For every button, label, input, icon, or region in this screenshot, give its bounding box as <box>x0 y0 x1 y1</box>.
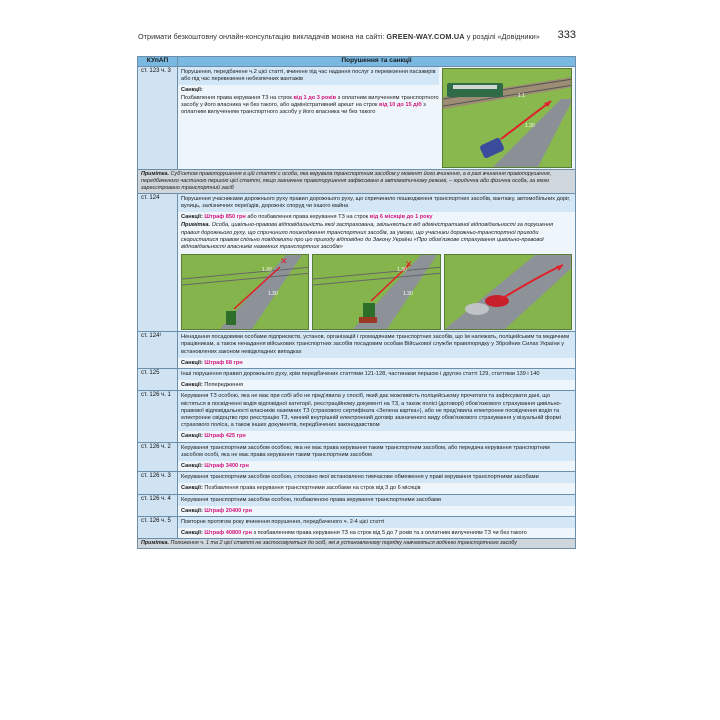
table-header-row <box>138 57 576 67</box>
sanction-text: Санкції: Штраф 850 грн або позбавлення права керування ТЗ на строк від 6 місяців до 1 року <box>181 214 433 221</box>
article-cell: ст. 124¹ <box>138 332 178 369</box>
tractor-icon <box>226 311 236 325</box>
note-inline: Примітка. Особа, цивільно-правова відповідальність якої застрахована, звільняється від адміністративної відповідальності за порушення правил дорожнього руху, що спричинило пошкодження транспортних засобів, за умови, що учасники дорожньо-транспортної пригоди скористалися правом спільно повідомити про цю пригоду відповідно до Закону України «Про обов'язкове страхування цивільно-правової відповідальності власників наземних транспортних засобів» <box>181 222 554 250</box>
table-row <box>138 442 576 472</box>
description-cell <box>178 517 576 539</box>
header-pre: Отримати безкоштовну онлайн-консультацію викладачів можна на сайті: <box>138 32 385 41</box>
violation-text: Порушення, передбачене ч.2 цієї статті, вчинене під час надання послуг з перевезення пасажирів або під час перевезення небезпечних вантажів <box>178 67 439 85</box>
table-row <box>138 368 576 390</box>
article-cell: ст. 126 ч. 2 <box>138 442 178 472</box>
sanction-text: Санкції: Позбавлення права керування ТЗ на строк від 1 до 3 років з оплатним вилученням транспортного засобу у його власника чи без такого, або адміністративний арешт на строк від 10 до 15 діб з оплатним вилученням транспортного засобу у його власника чи без такого <box>181 87 439 116</box>
article-cell: ст. 126 ч. 4 <box>138 494 178 516</box>
sanction-text: Санкції: Штраф 68 грн <box>181 359 243 366</box>
table-row-note <box>138 539 576 549</box>
description-cell <box>178 442 576 472</box>
description-cell <box>178 472 576 494</box>
violation-text: Порушення учасниками дорожнього руху правил дорожнього руху, що спричинило пошкодження транспортних засобів, вантажу, автомобільних доріг, вулиць, залізничних переїздів, дорожніх споруд чи іншого майна <box>178 194 575 212</box>
tractor-icon <box>363 303 375 319</box>
illustration-bus-crossing <box>442 68 572 168</box>
col-header-violations: Порушення та санкції <box>178 57 576 67</box>
violation-text: Керування транспортним засобом особою, позбавленою права керування транспортними засобами <box>178 495 575 506</box>
svg-text:1.30: 1.30 <box>262 267 272 274</box>
table-row-note <box>138 170 576 194</box>
description-cell <box>178 332 576 369</box>
description-cell <box>178 67 576 170</box>
article-cell: ст. 124 <box>138 193 178 331</box>
header-post: у розділі «Довідники» <box>466 32 540 41</box>
note-cell: Примітка. Суб'єктом правопорушення в цій статті є особа, яка керувала транспортним засобом у момент його вчинення, а в разі вчинення правопорушення, передбаченого частиною першою цієї статті, якщо зазначене правопорушення зафіксовано в автоматичному режимі, – юридична або фізична особа, за якою зареєстровано транспортний засіб <box>138 170 576 194</box>
svg-text:✕: ✕ <box>280 256 288 267</box>
article-cell: ст. 126 ч. 3 <box>138 472 178 494</box>
sign-label: 1.1 <box>517 93 525 99</box>
table-row <box>138 517 576 539</box>
sanction-text: Санкції: Штраф 20400 грн <box>181 507 252 514</box>
article-cell: ст. 126 ч. 1 <box>138 391 178 442</box>
table-row <box>138 193 576 331</box>
violation-text: Керування ТЗ особою, яка не має при собі або не пред'явила у спосіб, який дає можливість поліцейському прочитати та зафіксувати дані, що містяться в посвідченні водія відповідної категорії, реєстраційному документі на ТЗ, а також полісі (договорі) обов'язкового страхування цивільно-правової відповідальності власників наземних ТЗ (страхового сертифіката «Зелена картка»), або не пред'явила електронне посвідчення водія та електронне свідоцтво про реєстрацію ТЗ, чинний внутрішній електронний договір зазначеного виду обов'язкового страхування у візуальній формі страхового поліса, а також інших документів, передбачених законодавством <box>178 391 575 431</box>
table-row <box>138 67 576 170</box>
svg-text:1.30: 1.30 <box>403 291 414 298</box>
illustration-tractor-crossing <box>181 254 309 330</box>
description-cell <box>178 391 576 442</box>
description-cell <box>178 193 576 331</box>
svg-text:1.30: 1.30 <box>268 291 278 298</box>
note-cell: Примітка. Положення ч. 1 та 2 цієї статті не застосовуються до осіб, які в установленому порядку навчаються водінню транспортного засобу <box>138 539 576 549</box>
article-cell: ст. 125 <box>138 368 178 390</box>
sanction-text: Санкції: Штраф 3400 грн <box>181 462 249 469</box>
illustration-tractor-trailer <box>312 254 440 330</box>
article-cell: ст. 126 ч. 5 <box>138 517 178 539</box>
table-row <box>138 494 576 516</box>
violation-text: Керування транспортним засобом особою, яка не має права керування таким транспортним засобом, або передача керування транспортним засобом особі, яка не має права керування таким транспортним засобом <box>178 443 575 461</box>
illustration-svg <box>443 69 572 167</box>
page-number: 333 <box>557 29 576 41</box>
header-site-link[interactable]: GREEN-WAY.COM.UA <box>386 32 465 41</box>
violation-text: Ненадання посадовими особами підприємств, установ, організацій і громадянами транспортних засобів, що їм належать, поліцейським та медичним працівникам, а також ненадання військових транспортних засобів посадовим особам Військової служби правопорядку у Збройних Силах України у встановлених законом невідкладних випадках <box>178 332 575 358</box>
svg-text:✕: ✕ <box>405 259 413 270</box>
sanction-text: Санкції: Попередження <box>181 382 244 389</box>
violation-text: Інші порушення правил дорожнього руху, крім передбачених статтями 121-128, частинами першою і другою статті 129, статтями 139 і 140 <box>178 369 575 380</box>
violation-text: Повторне протягом року вчинення порушення, передбаченого ч. 2-4 цієї статті <box>178 517 575 528</box>
table-row <box>138 391 576 442</box>
table-row <box>138 332 576 369</box>
table-row <box>138 472 576 494</box>
illustration-car-collision <box>444 254 572 330</box>
sign-label: 1.30 <box>524 123 535 129</box>
svg-text:1.30: 1.30 <box>397 267 408 274</box>
penalty-table <box>137 56 576 549</box>
sanction-text: Санкції: Штраф 425 грн <box>181 433 246 440</box>
violation-text: Керування транспортним засобом особою, стосовно якої встановлено тимчасове обмеження у праві керування транспортними засобами <box>178 472 575 483</box>
page-header <box>138 29 576 46</box>
article-cell: ст. 123 ч. 3 <box>138 67 178 170</box>
sanction-text: Санкції: Штраф 40800 грн з позбавленням права керування ТЗ на строк від 5 до 7 років та з оплатним вилученням ТЗ чи без такого <box>181 530 527 537</box>
description-cell <box>178 494 576 516</box>
description-cell <box>178 368 576 390</box>
sanction-text: Санкції: Позбавлення права керування транспортними засобами на строк від 3 до 6 місяців <box>181 485 421 492</box>
car-icon <box>465 303 489 315</box>
illustrations-row <box>181 254 572 330</box>
col-header-code: КУпАП <box>138 57 178 67</box>
